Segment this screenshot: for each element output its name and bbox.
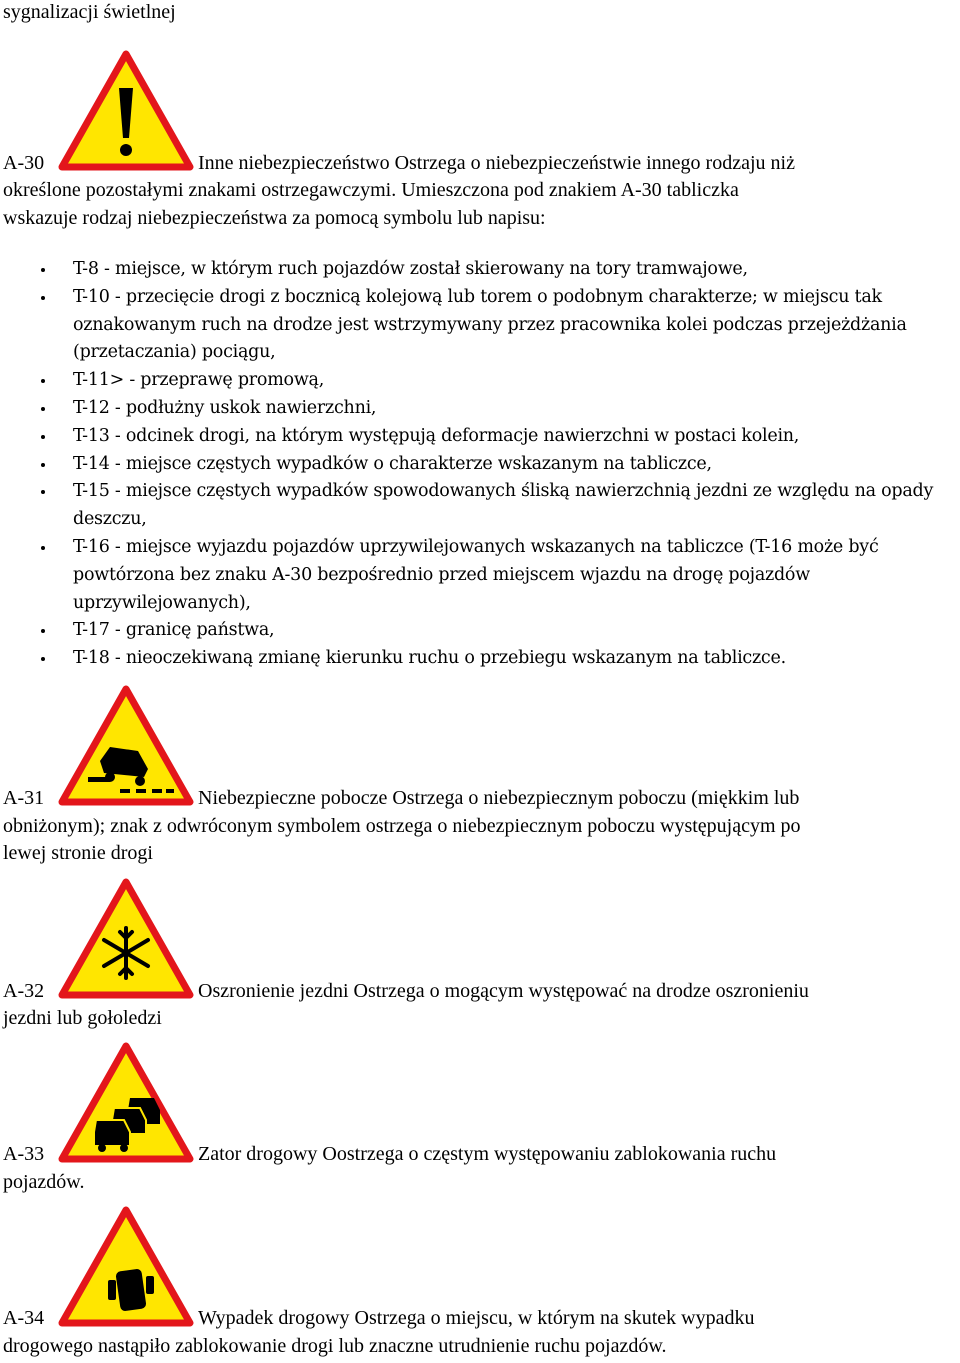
- bullet-icon: [41, 407, 45, 411]
- description-line: obniżonym); znak z odwróconym symbolem ostrzega o niebezpiecznym poboczu występującym po: [3, 815, 801, 837]
- warning-sign-a31: [58, 685, 194, 807]
- bullet-icon: [41, 268, 45, 272]
- bullet-icon: [41, 629, 45, 633]
- list-item: T-13 - odcinek drogi, na którym występują deformacje nawierzchni w postaci kolein,: [0, 423, 953, 451]
- description-line: drogowego nastąpiło zablokowanie drogi lub znaczne utrudnienie ruchu pojazdów.: [3, 1335, 667, 1357]
- bullet-icon: [41, 379, 45, 383]
- sign-title: Oszronienie jezdni Ostrzega o mogącym występować na drodze oszronieniu: [198, 980, 809, 1002]
- warning-sign-a32: [58, 878, 194, 1000]
- list-item: T-11> - przeprawę promową,: [0, 367, 953, 395]
- sign-code: A-33: [3, 1143, 45, 1165]
- list-item: T-16 - miejsce wyjazdu pojazdów uprzywilejowanych wskazanych na tabliczce (T-16 może być powtórzona bez znaku A-30 bezpośrednio przed miejscem wjazdu na drogę pojazdów uprzywilejowanych),: [0, 534, 953, 617]
- bullet-icon: [41, 435, 45, 439]
- top-fragment: sygnalizacji świetlnej: [3, 1, 176, 23]
- warning-sign-a33: [58, 1042, 194, 1164]
- warning-sign-a34: [58, 1206, 194, 1328]
- list-item: T-18 - nieoczekiwaną zmianę kierunku ruchu o przebiegu wskazanym na tabliczce.: [0, 645, 953, 673]
- sign-code: A-30: [3, 152, 45, 174]
- plate-list: [0, 256, 960, 673]
- bullet-icon: [41, 463, 45, 467]
- list-item: T-17 - granicę państwa,: [0, 617, 953, 645]
- description-line: lewej stronie drogi: [3, 842, 153, 864]
- sign-title: Wypadek drogowy Ostrzega o miejscu, w którym na skutek wypadku: [198, 1307, 755, 1329]
- description-line: pojazdów.: [3, 1171, 85, 1193]
- list-item: T-15 - miejsce częstych wypadków spowodowanych śliską nawierzchnią jezdni ze względu na opady deszczu,: [0, 478, 953, 534]
- sign-title: Inne niebezpieczeństwo Ostrzega o niebezpieczeństwie innego rodzaju niż: [198, 152, 795, 174]
- list-item: T-12 - podłużny uskok nawierzchni,: [0, 395, 953, 423]
- bullet-icon: [41, 296, 45, 300]
- list-item: T-14 - miejsce częstych wypadków o charakterze wskazanym na tabliczce,: [0, 451, 953, 479]
- description-line: wskazuje rodzaj niebezpieczeństwa za pomocą symbolu lub napisu:: [3, 207, 546, 229]
- bullet-icon: [41, 490, 45, 494]
- sign-code: A-32: [3, 980, 45, 1002]
- bullet-icon: [41, 657, 45, 661]
- sign-code: A-34: [3, 1307, 45, 1329]
- sign-title: Niebezpieczne pobocze Ostrzega o niebezpiecznym poboczu (miękkim lub: [198, 787, 800, 809]
- description-line: określone pozostałymi znakami ostrzegawczymi. Umieszczona pod znakiem A-30 tabliczka: [3, 179, 739, 201]
- description-line: jezdni lub gołoledzi: [3, 1007, 162, 1029]
- sign-title: Zator drogowy Oostrzega o częstym występowaniu zablokowania ruchu: [198, 1143, 777, 1165]
- list-item: T-10 - przecięcie drogi z bocznicą kolejową lub torem o podobnym charakterze; w miejscu tak oznakowanym ruch na drodze jest wstrzymywany przez pracownika kolei podczas przejeżdżania (przetaczania) pociągu,: [0, 284, 953, 367]
- warning-sign-a30: [58, 50, 194, 172]
- bullet-icon: [41, 546, 45, 550]
- sign-code: A-31: [3, 787, 45, 809]
- list-item: T-8 - miejsce, w którym ruch pojazdów został skierowany na tory tramwajowe,: [0, 256, 953, 284]
